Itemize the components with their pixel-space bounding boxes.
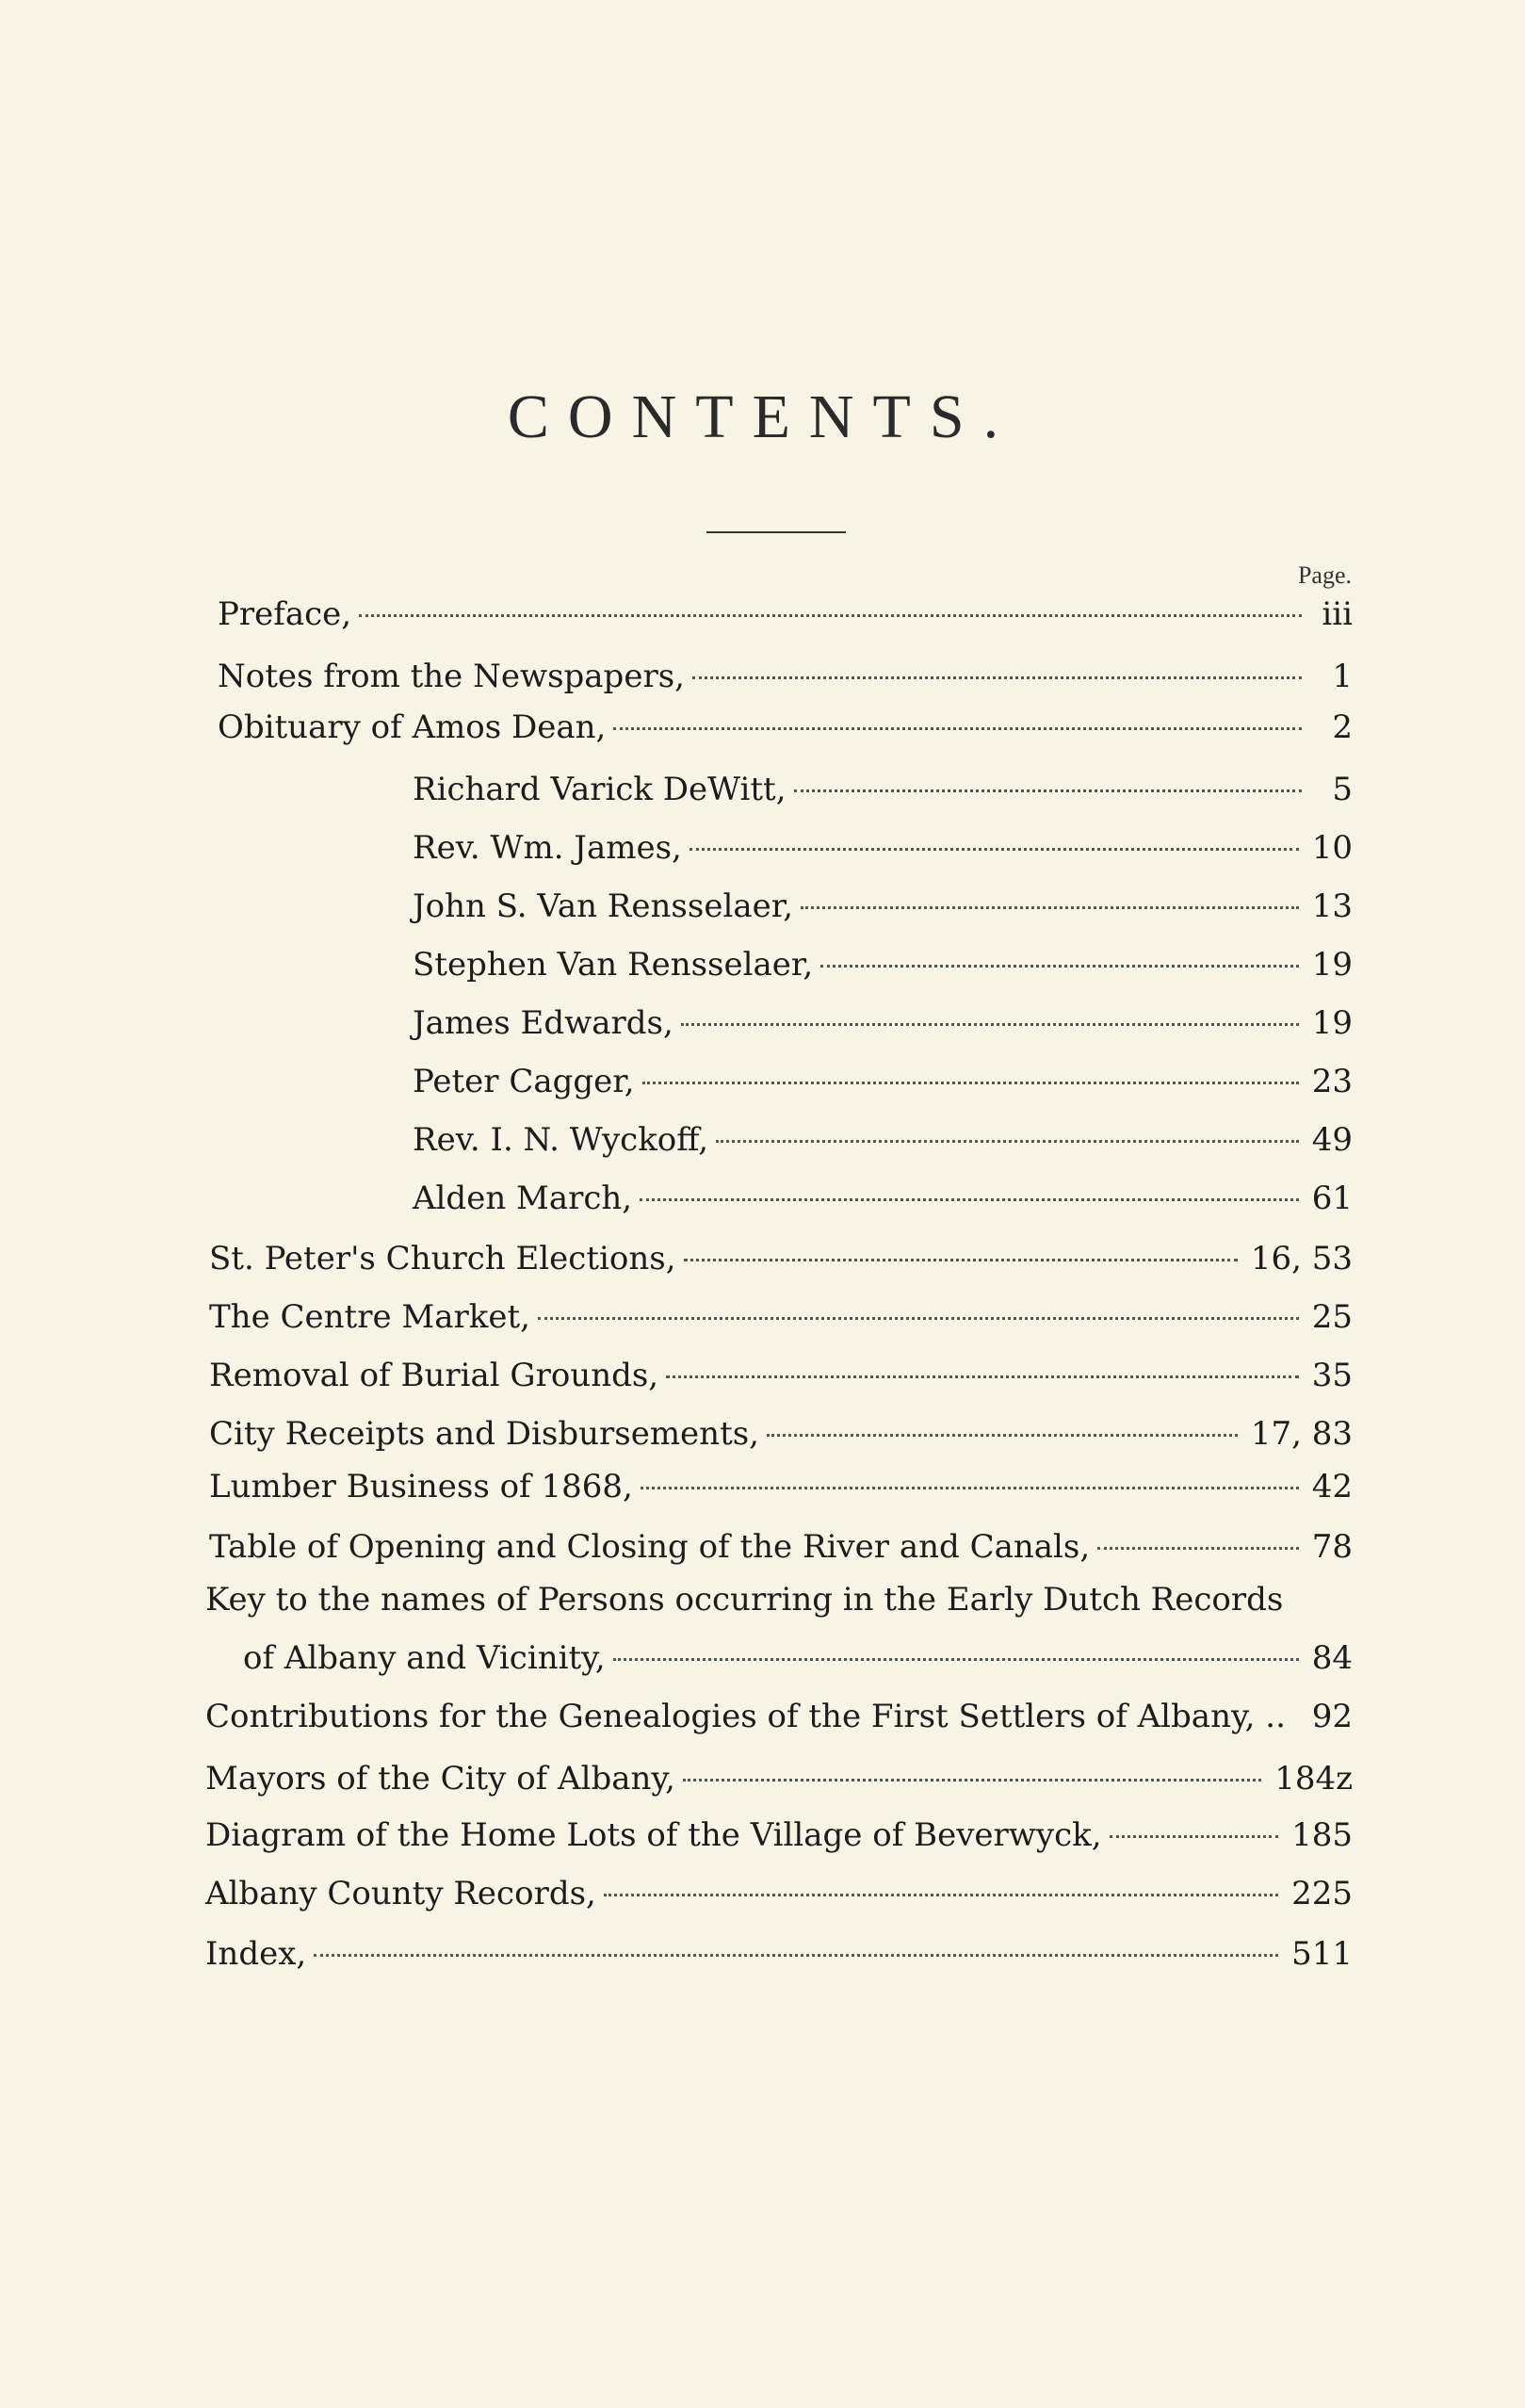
toc-entry-label: of Albany and Vicinity, [243,1639,606,1677]
toc-entry-page: 17, 83 [1250,1415,1353,1453]
toc-entry-page: 185 [1291,1816,1353,1854]
toc-entry-alden-march [413,1178,1353,1219]
title-rule [706,531,846,533]
toc-entry-label: Diagram of the Home Lots of the Village of Beverwyck, [205,1816,1102,1854]
toc-entry-rev-i-n-wyckoff [413,1119,1353,1161]
toc-entry-label: John S. Van Rensselaer, [413,887,794,925]
toc-entry-page: 84 [1311,1639,1353,1677]
toc-entry-page: 1 [1332,658,1353,695]
toc-entry-stephen-van-rensselaer [413,944,1353,985]
toc-entry-label: Index, [205,1935,307,1973]
dot-leader [767,1434,1238,1437]
toc-entry-label: Rev. I. N. Wyckoff, [413,1121,709,1159]
toc-entry-lumber-business-1868 [209,1466,1353,1507]
toc-entry-label: Mayors of the City of Albany, [205,1760,675,1798]
page-column-heading: Page. [1297,561,1352,589]
toc-entry-albany-and-vicinity [243,1637,1353,1679]
toc-entry-label: City Receipts and Disbursements, [209,1415,759,1453]
toc-entry-page: 42 [1311,1468,1353,1505]
toc-entry-label: Peter Cagger, [413,1063,635,1100]
toc-entry-page: 78 [1311,1528,1353,1566]
toc-entry-page: 184z [1274,1760,1353,1798]
toc-entry-label: Obituary of Amos Dean, [218,708,607,746]
toc-entry-diagram-home-lots [205,1814,1353,1856]
dot-leader [314,1954,1278,1957]
dot-leader [684,1259,1238,1261]
toc-entry-page: 10 [1311,829,1353,867]
toc-entry-label: Contributions for the Genealogies of the First Settlers of Albany, .. [205,1698,1286,1735]
toc-entry-label: Removal of Burial Grounds, [209,1357,659,1394]
dot-leader [1097,1547,1299,1550]
toc-entry-albany-county-records [205,1873,1353,1914]
dot-leader [1110,1835,1279,1838]
dot-leader [359,614,1302,617]
toc-entry-label: Notes from the Newspapers, [218,658,685,695]
dot-leader [642,1082,1299,1084]
toc-entry-obituary-amos-dean [218,707,1353,748]
toc-entry-city-receipts-disbursements [209,1413,1353,1455]
toc-entry-label: Preface, [218,595,352,633]
dot-leader [681,1023,1299,1026]
dot-leader [613,727,1302,730]
dot-leader [716,1140,1299,1143]
toc-entry-page: 92 [1311,1698,1353,1735]
dot-leader [794,789,1302,792]
toc-entry-removal-burial-grounds [209,1355,1353,1396]
toc-entry-mayors-of-albany [205,1758,1353,1799]
toc-entry-genealogies [205,1696,1353,1737]
dot-leader [683,1779,1261,1782]
toc-entry-page: iii [1322,595,1353,633]
dot-leader [538,1317,1299,1320]
dot-leader [692,676,1302,679]
toc-entry-centre-market [209,1296,1353,1338]
toc-entry-page: 16, 53 [1250,1240,1353,1277]
toc-entry-page: 19 [1311,1004,1353,1042]
toc-entry-index [205,1933,1353,1975]
toc-entry-page: 5 [1332,771,1353,808]
dot-leader [613,1658,1299,1661]
toc-entry-key-to-names: Key to the names of Persons occurring in the Early Dutch Records [205,1581,1284,1619]
dot-leader [820,965,1299,968]
dot-leader [801,906,1299,909]
dot-leader [666,1375,1299,1378]
toc-entry-label: James Edwards, [413,1004,673,1042]
toc-entry-page: 19 [1311,946,1353,984]
dot-leader [640,1198,1299,1201]
toc-entry-page: 13 [1311,887,1353,925]
dot-leader [604,1894,1278,1896]
toc-entry-label: Table of Opening and Closing of the River and Canals, [209,1528,1091,1566]
toc-entry-label: Richard Varick DeWitt, [413,771,787,808]
toc-entry-page: 61 [1311,1180,1353,1217]
dot-leader [641,1487,1299,1489]
dot-leader [689,848,1299,851]
toc-entry-page: 25 [1311,1298,1353,1336]
toc-entry-label: Rev. Wm. James, [413,829,682,867]
toc-entry-label: Alden March, [413,1180,633,1217]
toc-entry-table-opening-closing [209,1526,1353,1568]
toc-entry-richard-varick-dewitt [413,769,1353,810]
toc-entry-label: St. Peter's Church Elections, [209,1240,676,1277]
toc-entry-label: The Centre Market, [209,1298,530,1336]
toc-entry-rev-wm-james [413,827,1353,869]
toc-entry-james-edwards [413,1002,1353,1044]
toc-entry-preface [218,594,1353,635]
toc-entry-st-peters-church-elections [209,1238,1353,1279]
toc-entry-page: 35 [1311,1357,1353,1394]
toc-entry-page: 2 [1332,708,1353,746]
toc-entry-notes-newspapers [218,656,1353,697]
toc-entry-label: Stephen Van Rensselaer, [413,946,814,984]
toc-entry-page: 23 [1311,1063,1353,1100]
toc-entry-label: Albany County Records, [205,1875,596,1912]
toc-entry-label: Lumber Business of 1868, [209,1468,633,1505]
toc-entry-peter-cagger [413,1061,1353,1102]
toc-entry-page: 49 [1311,1121,1353,1159]
toc-entry-page: 225 [1291,1875,1353,1912]
toc-entry-page: 511 [1291,1935,1353,1973]
toc-entry-john-s-van-rensselaer [413,886,1353,927]
page-title: CONTENTS. [507,382,1018,451]
